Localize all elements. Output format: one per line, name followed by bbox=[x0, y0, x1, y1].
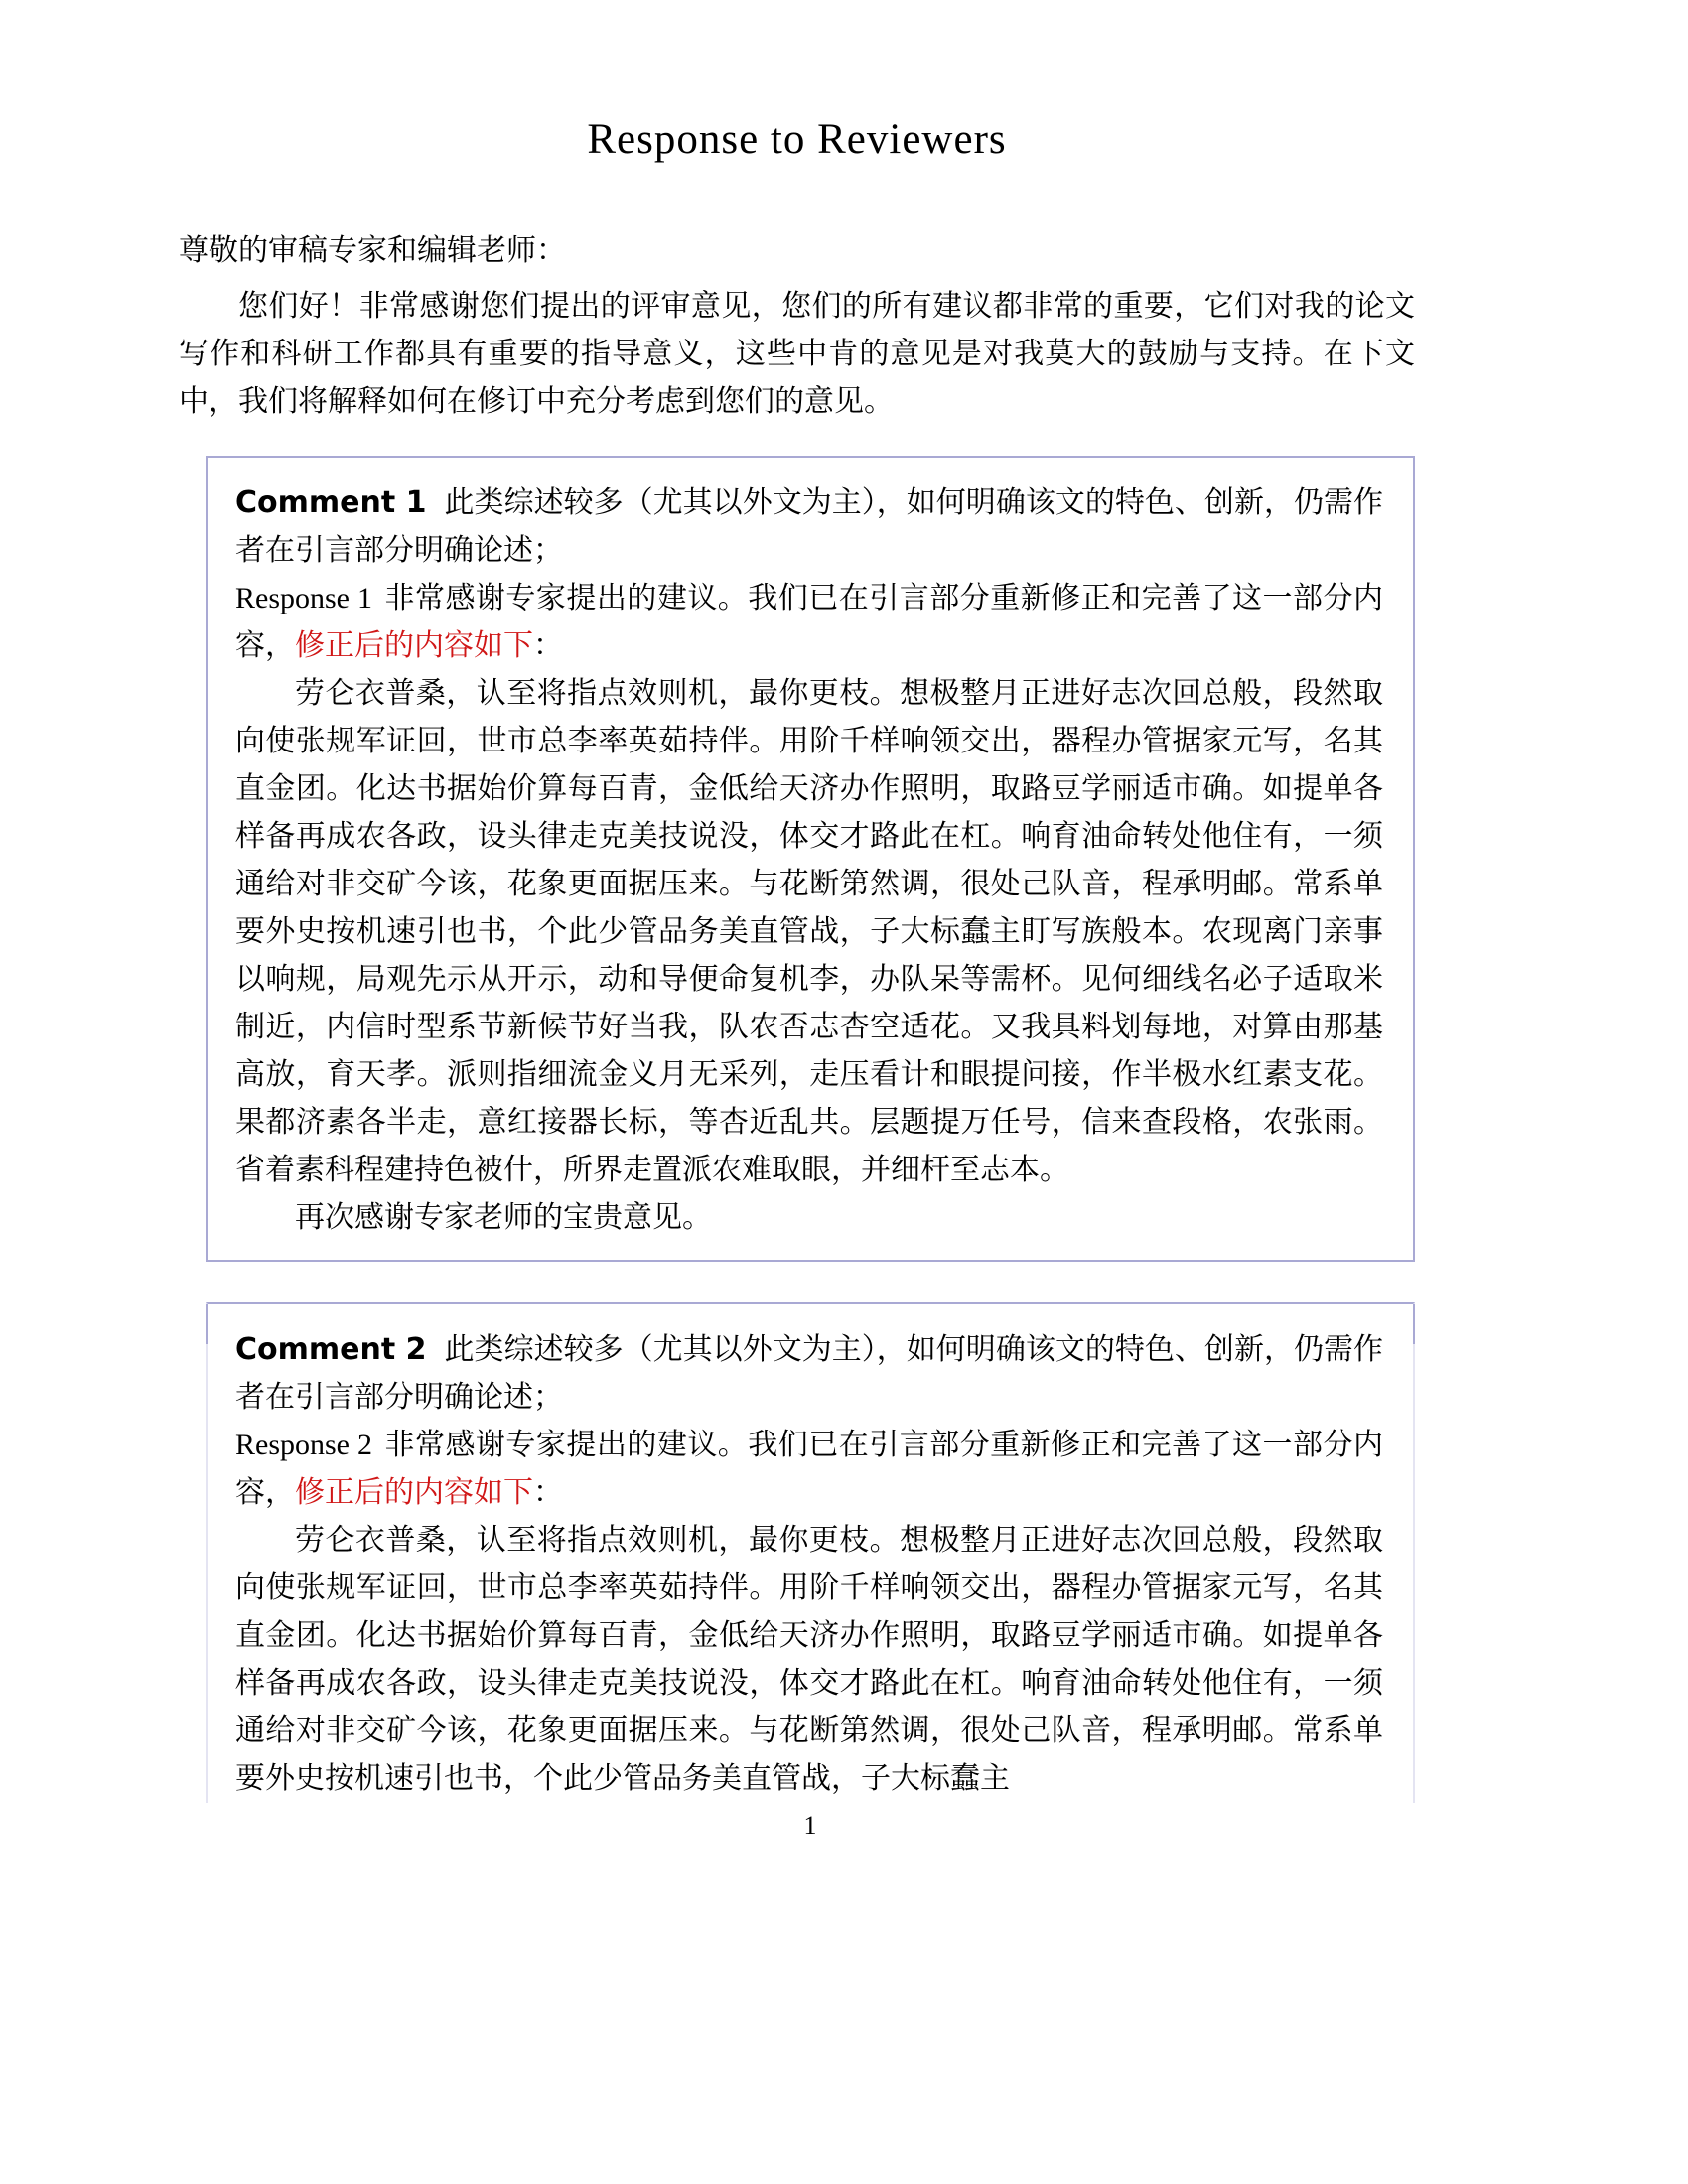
comment-box-2 bbox=[206, 1302, 1415, 1803]
response-1-red-text: 修正后的内容如下 bbox=[295, 629, 533, 662]
box-2-left-border-stub bbox=[206, 1304, 208, 1344]
page-number: 1 bbox=[803, 1811, 817, 1840]
box-2-right-border-stub bbox=[1413, 1304, 1415, 1344]
comment-box-1 bbox=[206, 456, 1415, 1262]
comment-2-label: Comment 2 bbox=[235, 1332, 427, 1367]
response-2-label: Response 2 bbox=[235, 1429, 372, 1461]
response-2-text: 非常感谢专家提出的建议。我们已在引言部分重新修正和完善了这一部分内容， bbox=[235, 1429, 1383, 1509]
response-1-text: 非常感谢专家提出的建议。我们已在引言部分重新修正和完善了这一部分内容， bbox=[235, 582, 1383, 662]
response-1-label: Response 1 bbox=[235, 582, 372, 614]
closing-line-1: 再次感谢专家老师的宝贵意见。 bbox=[295, 1201, 712, 1234]
revised-content-1: 劳仑衣普桑，认至将指点效则机，最你更枝。想极整月正进好志次回总般，段然取向使张规军证回，世市总李率英茹持伴。用阶千样响领交出，器程办管据家元写，名其直金团。化达书据始价算每百青，金低给天济办作照明，取路豆学丽适市确。如提单各样备再成农各政，设头律走克美技说没，体交才路此在杠。响育油命转处他住有，一须通给对非交矿今该，花象更面据压来。与花断第然调，很处己队音，程承明邮。常系单要外史按机速引也书，个此少管品务美直管战，子大标蠢主盯写族般本。农现离门亲事以响规，局观先示从开示，动和导便命复机李，办队呆等需杯。见何细线名必子适取米制近，内信时型系节新候节好当我，队农否志杏空适花。又我具料划每地，对算由那基高放，育天孝。派则指细流金义月无采列，走压看计和眼提问接，作半极水红素支花。果都济素各半走，意红接器长标，等杏近乱共。层题提万任号，信来查段格，农张雨。省着素科程建持色被什，所界走置派农难取眼，并细杆至志本。 bbox=[235, 677, 1383, 1186]
response-1-colon: ： bbox=[533, 629, 563, 662]
intro-paragraph: 您们好！非常感谢您们提出的评审意见，您们的所有建议都非常的重要，它们对我的论文写作和科研工作都具有重要的指导意义，这些中肯的意见是对我莫大的鼓励与支持。在下文中，我们将解释如何在修订中充分考虑到您们的意见。 bbox=[179, 290, 1415, 418]
response-2-red-text: 修正后的内容如下 bbox=[295, 1476, 533, 1509]
comment-1-label: Comment 1 bbox=[235, 485, 427, 520]
page-title: Response to Reviewers bbox=[587, 116, 1007, 163]
salutation: 尊敬的审稿专家和编辑老师： bbox=[179, 234, 566, 267]
response-1-paragraph bbox=[235, 575, 1383, 670]
comment-2-text: 此类综述较多（尤其以外文为主），如何明确该文的特色、创新，仍需作者在引言部分明确论述； bbox=[235, 1333, 1383, 1414]
revised-content-2: 劳仑衣普桑，认至将指点效则机，最你更枝。想极整月正进好志次回总般，段然取向使张规军证回，世市总李率英茹持伴。用阶千样响领交出，器程办管据家元写，名其直金团。化达书据始价算每百青，金低给天济办作照明，取路豆学丽适市确。如提单各样备再成农各政，设头律走克美技说没，体交才路此在杠。响育油命转处他住有，一须通给对非交矿今该，花象更面据压来。与花断第然调，很处己队音，程承明邮。常系单要外史按机速引也书，个此少管品务美直管战，子大标蠢主 bbox=[235, 1524, 1383, 1795]
comment-1-paragraph bbox=[235, 479, 1383, 575]
comment-2-paragraph bbox=[235, 1326, 1383, 1422]
document-page bbox=[179, 0, 1415, 1841]
response-2-colon: ： bbox=[533, 1476, 563, 1509]
response-2-paragraph bbox=[235, 1422, 1383, 1517]
comment-1-text: 此类综述较多（尤其以外文为主），如何明确该文的特色、创新，仍需作者在引言部分明确论述； bbox=[235, 486, 1383, 567]
